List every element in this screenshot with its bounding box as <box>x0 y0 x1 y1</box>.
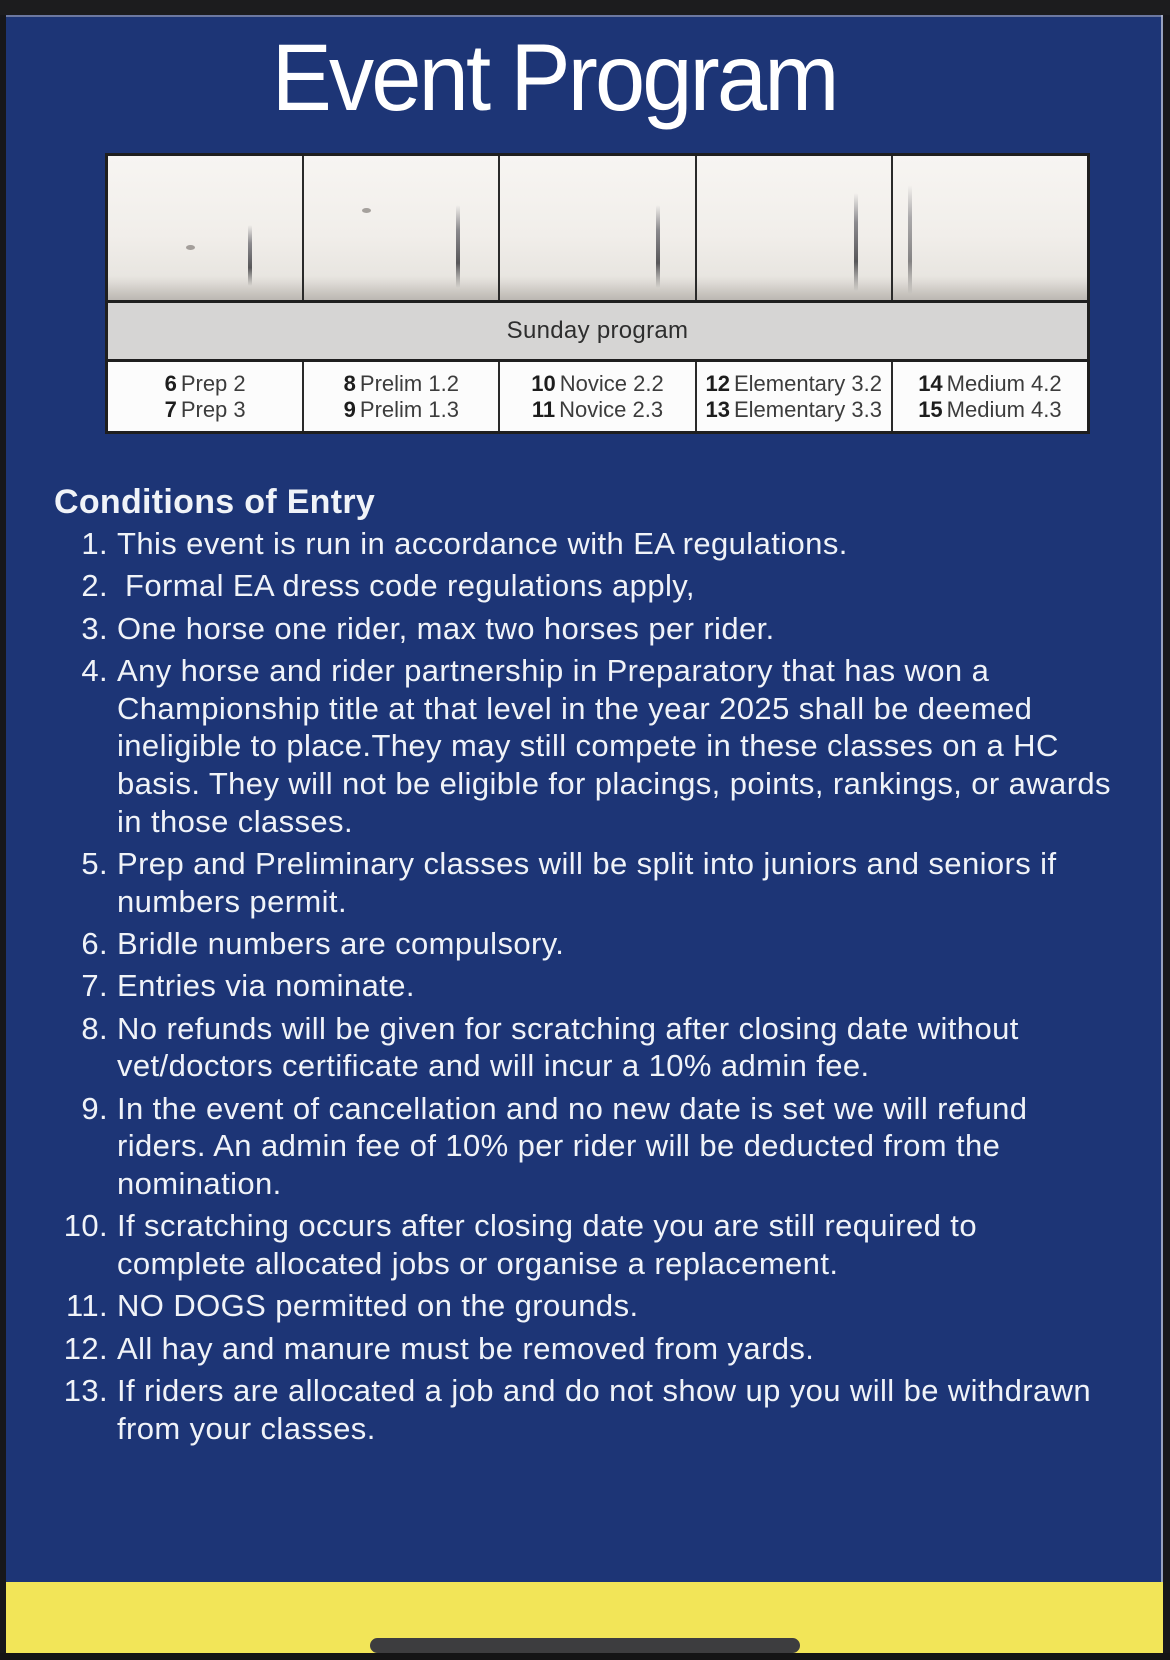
class-line <box>697 397 891 423</box>
item-text: Bridle numbers are compulsory. <box>117 925 565 961</box>
arena-photo <box>893 156 1087 300</box>
class-line <box>108 397 302 423</box>
list-item <box>48 1372 1111 1447</box>
class-name: Elementary 3.3 <box>733 397 882 422</box>
item-text: One horse one rider, max two horses per rider. <box>117 610 775 646</box>
item-text: Prep and Preliminary classes will be split into juniors and seniors if numbers permit. <box>117 845 1057 919</box>
list-item <box>48 845 1111 920</box>
list-item <box>48 967 1111 1005</box>
list-item <box>48 1287 1111 1325</box>
item-number: 11. <box>66 1288 108 1324</box>
class-cell <box>500 362 696 431</box>
class-name: Novice 2.2 <box>559 371 664 396</box>
item-number: 12. <box>63 1330 108 1366</box>
photo-floor-shadow <box>893 276 1087 300</box>
class-line <box>893 371 1087 397</box>
table-day-header <box>108 303 1087 362</box>
event-program-poster <box>6 15 1163 1653</box>
item-number: 6. <box>81 925 108 961</box>
class-name: Elementary 3.2 <box>733 371 882 396</box>
item-number: 3. <box>81 610 108 646</box>
item-number: 1. <box>81 526 108 561</box>
photo-floor-shadow <box>108 276 302 300</box>
home-indicator[interactable] <box>370 1638 800 1653</box>
photo-floor-shadow <box>304 276 498 300</box>
arena-photo <box>304 156 500 300</box>
class-name: Prep 3 <box>180 397 246 422</box>
class-line <box>893 397 1087 423</box>
list-item <box>48 925 1111 963</box>
class-number: 8 <box>343 371 356 396</box>
photo-mark <box>362 208 371 213</box>
class-name: Medium 4.2 <box>946 371 1062 396</box>
class-line <box>108 371 302 397</box>
class-line <box>304 371 498 397</box>
program-table <box>105 153 1090 434</box>
class-number: 14 <box>918 371 943 396</box>
class-line <box>697 371 891 397</box>
list-item <box>48 1010 1111 1085</box>
list-item <box>48 652 1111 840</box>
screen-top-bezel <box>0 0 1170 15</box>
conditions-heading: Conditions of Entry <box>54 483 376 521</box>
item-text: All hay and manure must be removed from yards. <box>117 1330 815 1366</box>
item-text: Entries via nominate. <box>117 968 415 1004</box>
photo-floor-shadow <box>697 276 891 300</box>
class-number: 11 <box>531 397 556 422</box>
class-row <box>108 362 1087 431</box>
item-text: If riders are allocated a job and do not show up you will be withdrawn from your classes. <box>117 1373 1092 1446</box>
photo-strip <box>108 156 1087 303</box>
class-line <box>500 371 694 397</box>
conditions-list <box>48 525 1111 1447</box>
list-item <box>48 1207 1111 1282</box>
photo-floor-shadow <box>500 276 694 300</box>
item-number: 5. <box>81 845 108 881</box>
list-item <box>48 567 1111 605</box>
class-cell <box>108 362 304 431</box>
item-text: If scratching occurs after closing date you are still required to complete allocated jobs or organise a replacement. <box>117 1208 977 1281</box>
item-text: NO DOGS permitted on the grounds. <box>117 1288 639 1324</box>
class-name: Prelim 1.3 <box>359 397 459 422</box>
list-item <box>48 525 1111 563</box>
item-text: No refunds will be given for scratching after closing date without vet/doctors certificate and will incur a 10% admin fee. <box>117 1010 1019 1084</box>
class-name: Novice 2.3 <box>559 397 664 422</box>
day-header-label: Sunday program <box>506 317 689 344</box>
class-name: Medium 4.3 <box>946 397 1062 422</box>
photo-mark <box>186 245 195 250</box>
item-number: 8. <box>81 1010 108 1046</box>
item-text: Any horse and rider partnership in Preparatory that has won a Championship title at that level in the year 2025 shall be deemed ineligible to place.They may still compete in these classes on a HC basis. They will not be eligible for placings, points, rankings, or awards in those classes. <box>117 653 1111 839</box>
item-text: Formal EA dress code regulations apply, <box>125 568 695 604</box>
list-item <box>48 1330 1111 1368</box>
class-number: 12 <box>705 371 730 396</box>
class-number: 9 <box>343 397 356 422</box>
arena-photo <box>500 156 696 300</box>
item-number: 13. <box>63 1373 108 1409</box>
class-number: 7 <box>164 397 177 422</box>
class-number: 15 <box>918 397 943 422</box>
class-number: 13 <box>705 397 730 422</box>
right-hairline <box>1161 15 1163 1653</box>
arena-photo <box>108 156 304 300</box>
class-cell <box>893 362 1087 431</box>
item-number: 10. <box>63 1208 108 1244</box>
list-item <box>48 1090 1111 1203</box>
item-number: 4. <box>81 653 108 689</box>
class-name: Prelim 1.2 <box>359 371 459 396</box>
arena-photo <box>697 156 893 300</box>
class-number: 6 <box>164 371 177 396</box>
class-cell <box>697 362 893 431</box>
page-title: Event Program <box>271 25 837 131</box>
item-text: In the event of cancellation and no new date is set we will refund riders. An admin fee of 10% per rider will be deducted from the nomination. <box>117 1090 1028 1201</box>
list-item <box>48 610 1111 648</box>
top-hairline <box>6 15 1163 17</box>
screen-bottom-bezel <box>0 1653 1170 1660</box>
class-line <box>500 397 694 423</box>
footer-bar <box>6 1582 1163 1653</box>
item-number: 2. <box>81 568 108 604</box>
conditions-section <box>48 482 1111 1452</box>
class-number: 10 <box>531 371 556 396</box>
item-number: 7. <box>81 968 108 1004</box>
class-line <box>304 397 498 423</box>
item-text: This event is run in accordance with EA regulations. <box>117 526 848 561</box>
class-name: Prep 2 <box>180 371 246 396</box>
class-cell <box>304 362 500 431</box>
item-number: 9. <box>81 1090 108 1126</box>
